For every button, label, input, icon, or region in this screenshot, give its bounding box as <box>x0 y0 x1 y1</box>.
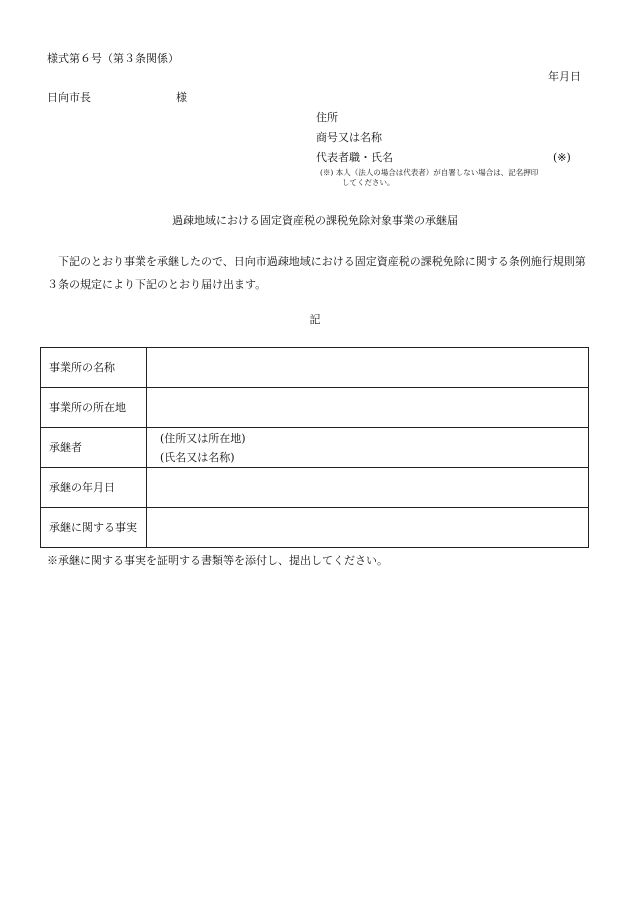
signature-note-line1: (※) 本人（法人の場合は代表者）が自署しない場合は、記名押印 <box>320 168 539 177</box>
ki-label: 記 <box>309 313 321 326</box>
table-row <box>41 388 589 428</box>
business-address-field[interactable] <box>147 388 589 428</box>
addressee-suffix: 様 <box>176 91 187 104</box>
row-label: 承継に関する事実 <box>41 508 147 548</box>
row-label: 事業所の所在地 <box>41 388 147 428</box>
table-row <box>41 348 589 388</box>
address-label: 住所 <box>316 111 338 124</box>
row-label: 承継の年月日 <box>41 468 147 508</box>
seal-mark: (※) <box>553 151 571 164</box>
representative-label: 代表者職・氏名 <box>316 151 393 164</box>
addressee-name: 日向市長 <box>47 91 91 104</box>
detail-table <box>40 347 589 548</box>
form-number: 様式第６号（第３条関係） <box>47 52 179 65</box>
successor-name-hint: (氏名又は名称) <box>160 450 235 464</box>
body-text: 下記のとおり事業を承継したので、日向市過疎地域における固定資産税の課税免除に関する条例施行規則第３条の規定により下記のとおり届け出ます。 <box>47 255 586 291</box>
applicant-block <box>316 111 393 171</box>
succession-facts-field[interactable] <box>147 508 589 548</box>
document-title: 過疎地域における固定資産税の課税免除対象事業の承継届 <box>172 214 458 227</box>
table-row <box>41 468 589 508</box>
signature-note-line2: してください。 <box>342 178 395 188</box>
business-name-field[interactable] <box>147 348 589 388</box>
successor-field[interactable] <box>147 428 589 468</box>
business-name-label: 商号又は名称 <box>316 131 382 144</box>
succession-date-field[interactable] <box>147 468 589 508</box>
footnote: ※承継に関する事実を証明する書類等を添付し、提出してください。 <box>47 554 388 567</box>
row-label: 承継者 <box>41 428 147 468</box>
successor-address-hint: (住所又は所在地) <box>160 431 246 445</box>
table-row <box>41 428 589 468</box>
signature-note <box>320 168 538 188</box>
row-label: 事業所の名称 <box>41 348 147 388</box>
date-label: 年月日 <box>548 70 581 83</box>
table-row <box>41 508 589 548</box>
